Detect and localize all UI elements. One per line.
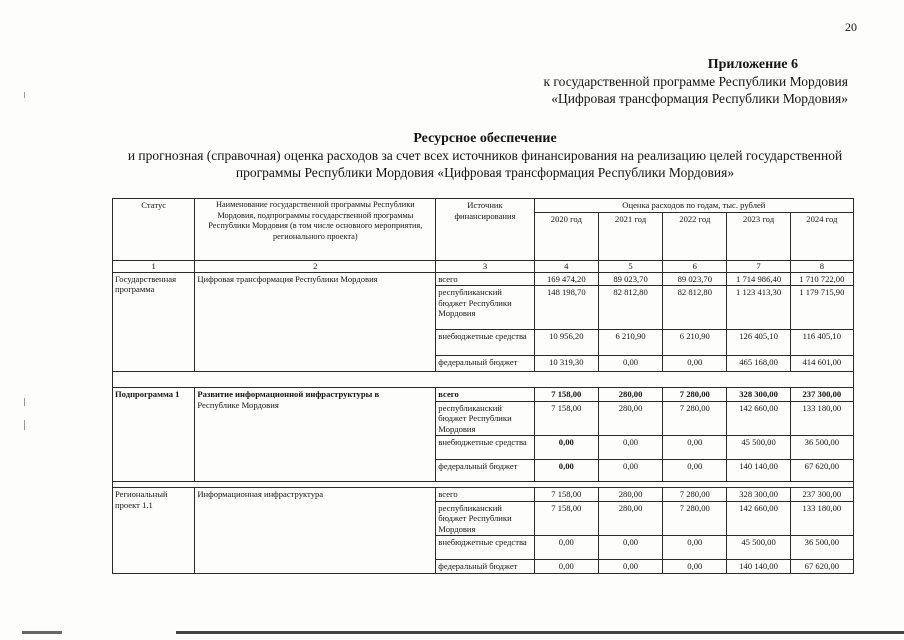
value-cell: 45 500,00 — [727, 436, 790, 460]
value-cell: 7 280,00 — [663, 488, 727, 502]
source-cell: внебюджетные средства — [436, 330, 534, 356]
value-cell: 0,00 — [663, 356, 727, 372]
value-cell: 7 158,00 — [534, 488, 598, 502]
index-cell: 4 — [534, 260, 598, 272]
value-cell: 0,00 — [598, 560, 662, 574]
value-cell: 6 210,90 — [663, 330, 727, 356]
source-cell: федеральный бюджет — [436, 356, 534, 372]
value-cell: 140 140,00 — [727, 460, 790, 482]
value-cell: 0,00 — [534, 536, 598, 560]
index-cell: 3 — [436, 260, 534, 272]
document-heading — [60, 130, 904, 181]
value-cell: 0,00 — [663, 536, 727, 560]
value-cell: 142 660,00 — [727, 501, 790, 536]
value-cell: 7 280,00 — [663, 401, 727, 436]
scan-mark — [24, 420, 25, 430]
value-cell: 0,00 — [598, 356, 662, 372]
value-cell: 82 812,80 — [663, 286, 727, 330]
value-cell: 169 474,20 — [534, 272, 598, 286]
index-cell: 1 — [113, 260, 195, 272]
value-cell: 10 319,30 — [534, 356, 598, 372]
source-cell: всего — [436, 388, 534, 402]
resource-table — [112, 198, 854, 574]
spacer-row — [113, 372, 854, 388]
value-cell: 0,00 — [598, 436, 662, 460]
value-cell: 1 714 986,40 — [727, 272, 790, 286]
source-cell: республиканский бюджет Республики Мордовия — [436, 401, 534, 436]
index-cell: 5 — [598, 260, 662, 272]
header-year: 2022 год — [663, 212, 727, 260]
value-cell: 89 023,70 — [598, 272, 662, 286]
table-row — [113, 388, 854, 402]
value-cell: 7 158,00 — [534, 401, 598, 436]
scan-edge — [176, 631, 904, 634]
status-cell: Региональный проект 1.1 — [113, 488, 195, 574]
value-cell: 1 710 722,00 — [790, 272, 853, 286]
value-cell: 1 179 715,90 — [790, 286, 853, 330]
source-cell: федеральный бюджет — [436, 460, 534, 482]
value-cell: 414 601,00 — [790, 356, 853, 372]
value-cell: 82 812,80 — [598, 286, 662, 330]
source-cell: внебюджетные средства — [436, 436, 534, 460]
source-cell: республиканский бюджет Республики Мордовия — [436, 286, 534, 330]
value-cell: 7 158,00 — [534, 388, 598, 402]
name-bold-part: Развитие информационной инфраструктуры в — [197, 389, 380, 399]
value-cell: 0,00 — [534, 560, 598, 574]
value-cell: 0,00 — [663, 460, 727, 482]
value-cell: 67 620,00 — [790, 460, 853, 482]
header-name: Наименование государственной программы Республики Мордовия, подпрограммы государственной программы Республики Мордовия (в том числе основного мероприятия, регионального проекта) — [195, 199, 436, 261]
index-cell: 7 — [727, 260, 790, 272]
value-cell: 7 280,00 — [663, 501, 727, 536]
header-estimate: Оценка расходов по годам, тыс. рублей — [534, 199, 853, 213]
value-cell: 280,00 — [598, 388, 662, 402]
value-cell: 0,00 — [534, 460, 598, 482]
header-source: Источник финансирования — [436, 199, 534, 261]
value-cell: 465 168,00 — [727, 356, 790, 372]
source-cell: внебюджетные средства — [436, 536, 534, 560]
value-cell: 36 500,00 — [790, 436, 853, 460]
index-cell: 2 — [195, 260, 436, 272]
header-year: 2020 год — [534, 212, 598, 260]
value-cell: 0,00 — [598, 536, 662, 560]
header-status: Статус — [113, 199, 195, 261]
name-cell: Цифровая трансформация Республики Мордовия — [195, 272, 436, 372]
table-row — [113, 272, 854, 286]
value-cell: 45 500,00 — [727, 536, 790, 560]
source-cell: федеральный бюджет — [436, 560, 534, 574]
appendix-block — [544, 56, 849, 107]
value-cell: 142 660,00 — [727, 401, 790, 436]
value-cell: 116 405,10 — [790, 330, 853, 356]
header-year: 2024 год — [790, 212, 853, 260]
value-cell: 280,00 — [598, 501, 662, 536]
index-cell: 8 — [790, 260, 853, 272]
value-cell: 0,00 — [663, 436, 727, 460]
value-cell: 0,00 — [663, 560, 727, 574]
value-cell: 133 180,00 — [790, 401, 853, 436]
scan-mark — [24, 398, 25, 406]
appendix-title: Приложение 6 — [707, 57, 798, 72]
value-cell: 126 405,10 — [727, 330, 790, 356]
scan-edge — [22, 631, 62, 634]
header-year: 2023 год — [727, 212, 790, 260]
source-cell: всего — [436, 272, 534, 286]
index-row — [113, 260, 854, 272]
value-cell: 10 956,20 — [534, 330, 598, 356]
value-cell: 0,00 — [534, 436, 598, 460]
value-cell: 280,00 — [598, 488, 662, 502]
source-cell: республиканский бюджет Республики Мордовия — [436, 501, 534, 536]
value-cell: 6 210,90 — [598, 330, 662, 356]
name-rest-part: Республике Мордовия — [197, 399, 279, 410]
source-cell: всего — [436, 488, 534, 502]
value-cell: 89 023,70 — [663, 272, 727, 286]
value-cell: 36 500,00 — [790, 536, 853, 560]
heading-title: Ресурсное обеспечение — [413, 131, 557, 146]
name-cell: Информационная инфраструктура — [195, 488, 436, 574]
page-number: 20 — [845, 20, 857, 34]
value-cell: 148 198,70 — [534, 286, 598, 330]
scan-mark — [24, 92, 25, 98]
heading-line-1: и прогнозная (справочная) оценка расходов за счет всех источников финансирования на реализацию целей государственной — [127, 148, 843, 163]
value-cell: 328 300,00 — [727, 388, 790, 402]
status-cell: Подпрограмма 1 — [113, 388, 195, 482]
value-cell: 237 300,00 — [790, 488, 853, 502]
appendix-line-2: «Цифровая трансформация Республики Мордовия» — [551, 91, 848, 106]
value-cell: 140 140,00 — [727, 560, 790, 574]
status-cell: Государственная программа — [113, 272, 195, 372]
value-cell: 280,00 — [598, 401, 662, 436]
value-cell: 237 300,00 — [790, 388, 853, 402]
appendix-line-1: к государственной программе Республики Мордовия — [543, 74, 848, 89]
name-cell — [195, 388, 436, 482]
value-cell: 328 300,00 — [727, 488, 790, 502]
table-row — [113, 488, 854, 502]
value-cell: 7 280,00 — [663, 388, 727, 402]
heading-line-2: программы Республики Мордовия «Цифровая трансформация Республики Мордовия» — [235, 165, 735, 180]
value-cell: 67 620,00 — [790, 560, 853, 574]
value-cell: 7 158,00 — [534, 501, 598, 536]
header-year: 2021 год — [598, 212, 662, 260]
value-cell: 133 180,00 — [790, 501, 853, 536]
index-cell: 6 — [663, 260, 727, 272]
value-cell: 0,00 — [598, 460, 662, 482]
header-row-1 — [113, 199, 854, 213]
value-cell: 1 123 413,30 — [727, 286, 790, 330]
